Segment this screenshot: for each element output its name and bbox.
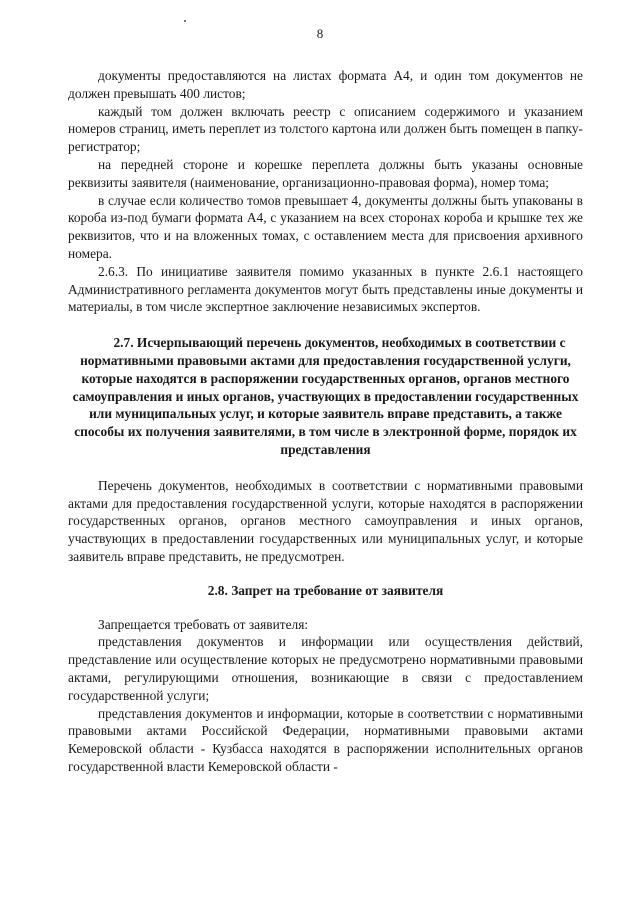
section-2-7-body: Перечень документов, необходимых в соответствии с нормативными правовыми актами для предоставления государственной услуги, которые находятся в распоряжении государственных органов, органов местного самоуправления и иных органов, участвующих в предоставлении государственных или муниципальных услуг, и которые заявитель вправе представить, не предусмотрен. [68, 477, 583, 564]
section-2-8-item-1: представления документов и информации или осуществления действий, представление или осуществление которых не предусмотрено нормативными правовыми актами, регулирующими отношения, возникающие в связи с предоставлением государственной услуги; [68, 634, 583, 703]
section-2-8-heading: 2.8. Запрет на требование от заявителя [207, 582, 444, 598]
section-2-7-heading: 2.7. Исчерпывающий перечень документов, необходимых в соответствии с нормативными правовыми актами для предоставления государственной услуги, которые находятся в распоряжении государственных органов, органов местного самоуправления и иных органов, участвующих в предоставлении государственных или муниципальных услуг, и которые заявитель вправе представить, а также способы их получения заявителями, в том числе в электронной форме, порядок их представления [72, 335, 579, 457]
paragraph-a4-format: документы предоставляются на листах формата А4, и один том документов не должен превышать 400 листов; [68, 68, 583, 101]
paragraph-volume-registry: каждый том должен включать реестр с описанием содержимого и указанием номеров страниц, иметь переплет из толстого картона или должен быть помещен в папку-регистратор; [68, 103, 583, 155]
section-2-8-intro: Запрещается требовать от заявителя: [98, 616, 309, 632]
paragraph-boxes: в случае если количество томов превышает 4, документы должны быть упакованы в короба из-под бумаги формата А4, с указанием на всех сторонах короба и крышке тех же реквизитов, что и на вложенных томах, с оставлением места для присвоения архивного номера. [68, 192, 583, 261]
section-2-8-item-2: представления документов и информации, которые в соответствии с нормативными правовыми актами Российской Федерации, нормативными правовыми актами Кемеровской области - Кузбасса находятся в распоряжении исполнительных органов государственной власти Кемеровской области - [68, 705, 583, 774]
paragraph-cover-requisites: на передней стороне и корешке переплета должны быть указаны основные реквизиты заявителя (наименование, организационно-правовая форма), номер тома; [68, 156, 583, 190]
page-number: 8 [316, 26, 324, 41]
scan-speck [184, 20, 186, 22]
page-content [68, 67, 583, 776]
paragraph-2-6-3: 2.6.3. По инициативе заявителя помимо указанных в пункте 2.6.1 настоящего Административного регламента документов могут быть представлены иные документы и материалы, в том числе экспертное заключение независимых экспертов. [68, 263, 583, 315]
